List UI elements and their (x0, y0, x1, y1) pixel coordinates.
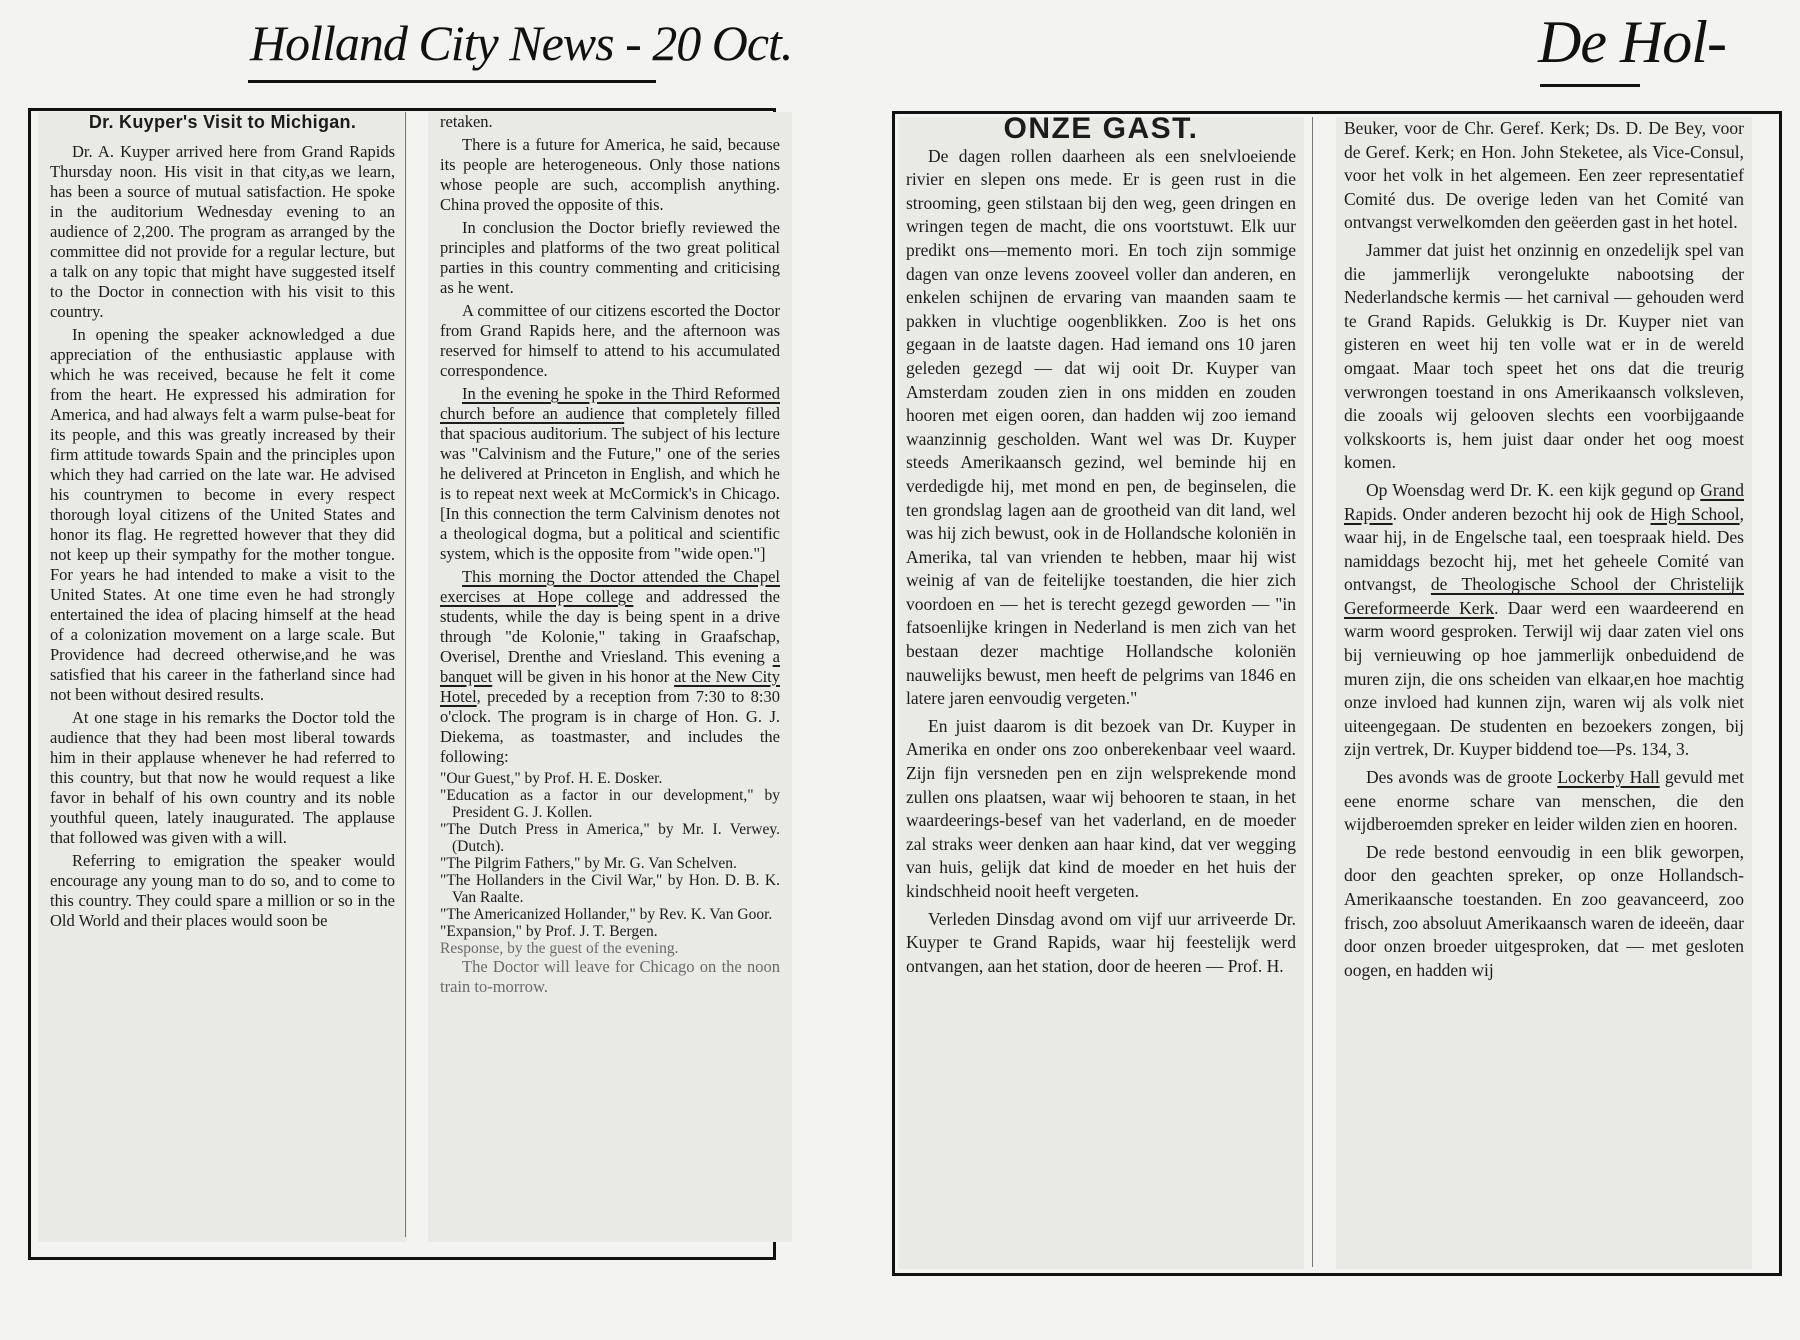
underlined-text: Grand Rapids (1344, 479, 1744, 524)
paragraph: This morning the Doctor attended the Chapel exercises at Hope college and addressed the students, while the day is being spent in a drive through "de Kolonie," taking in Graafschap, Overisel, Drenthe and Vriesland. This evening a banquet will be given in his honor at the New City Hotel, preceded by a reception from 7:30 to 8:30 o'clock. The program is in charge of Hon. G. J. Diekema, as toastmaster, and includes the following: (440, 567, 780, 766)
underlined-text: High School (1650, 503, 1740, 524)
underlined-text: de Theologische School der Christelijk Gereformeerde Kerk (1344, 574, 1744, 618)
program-item: Response, by the guest of the evening. (440, 940, 679, 957)
program-item: "Our Guest," by Prof. H. E. Dosker. (440, 770, 663, 787)
article-en-title: Dr. Kuyper's Visit to Michigan. (88, 112, 357, 132)
paragraph: Referring to emigration the speaker would encourage any young man to do so, and to come to this country. They could spare a million or so in the Old World and their places would soon be (50, 851, 395, 930)
article-en-column-1 (38, 112, 407, 1242)
paragraph: Des avonds was de groote Lockerby Hall gevuld met eene enorme schare van menschen, die den wijdberoemden spreker en leider wilden zien en hooren. (1344, 767, 1745, 835)
paragraph: De rede bestond eenvoudig in een blik geworpen, door den geachten spreker, op onze Hollandsch-Amerikaansche toestanden. En zoo geavanceerd, zoo frisch, zoo absoluut Amerikaansch waren de ideeën, daar door onzen broeder uitgesproken, dat — met gesloten oogen, en hadden wij (1344, 841, 1744, 980)
handwritten-underline-right (1540, 84, 1640, 87)
program-item: "The Pilgrim Fathers," by Mr. G. Van Schelven. (440, 855, 737, 872)
handwritten-underline-left (248, 80, 656, 83)
paragraph: At one stage in his remarks the Doctor told the audience that they had been most liberal towards him in their applause whenever he had referred to this country, but that now he would request a like favor in behalf of his own country and its noble youthful queen, lately inaugurated. The applause that followed was given with a will. (50, 708, 395, 847)
paragraph: There is a future for America, he said, because its people are heterogeneous. Only those nations whose people are such, accomplish anything. China proved the opposite of this. (440, 135, 780, 214)
paragraph: Verleden Dinsdag avond om vijf uur arriveerde Dr. Kuyper te Grand Rapids, waar hij feestelijk werd ontvangen, aan het station, door de heeren — Prof. H. (906, 908, 1296, 976)
article-nl-column-1 (898, 117, 1304, 1269)
underlined-text: at the New City Hotel (440, 667, 780, 706)
paragraph: Jammer dat juist het onzinnig en onzedelijk spel van die jammerlijk verongelukte nabootsing der Nederlandsche kermis — het carnival — gehouden werd te Grand Rapids. Gelukkig is Dr. Kuyper niet van gisteren en weet hij ten volle wat er in de wereld omgaat. Maar toch speet het ons dat die treurig verwrongen toestand in ons Amerikaansch volksleven, die zooals wij gelooven slechts een voorbijgaande volkskoorts is, hem juist daar onder het oog moest komen. (1344, 239, 1744, 473)
underlined-text: This morning the Doctor attended the Chapel exercises at Hope college (440, 567, 780, 606)
handwritten-caption-left: Holland City News - 20 Oct. (250, 15, 793, 71)
paragraph: Dr. A. Kuyper arrived here from Grand Rapids Thursday noon. His visit in that city,as we learn, has been a source of mutual satisfaction. He spoke in the auditorium Wednesday evening to an audience of 2,200. The program as arranged by the committee did not provide for a regular lecture, but a talk on any topic that might have suggested itself to the Doctor in connection with his visit to this country. (50, 142, 395, 321)
program-item: "The Dutch Press in America," by Mr. I. Verwey. (Dutch). (440, 821, 780, 855)
program-item: "Expansion," by Prof. J. T. Bergen. (440, 923, 658, 940)
program-item: "The Americanized Hollander," by Rev. K. Van Goor. (440, 906, 773, 923)
paragraph: A committee of our citizens escorted the Doctor from Grand Rapids here, and the afternoon was reserved for himself to attend to his accumulated correspondence. (440, 301, 780, 380)
paragraph: In the evening he spoke in the Third Reformed church before an audience that completely filled that spacious auditorium. The subject of his lecture was "Calvinism and the Future," one of the series he delivered at Princeton in English, and which he is to repeat next week at McCormick's in Chicago. [In this connection the term Calvinism denotes not a theological dogma, but a political and scientific system, which is the opposite from "wide open."] (440, 384, 781, 563)
paragraph: In conclusion the Doctor briefly reviewed the principles and platforms of the two great political parties in this country commenting and criticising as he went. (440, 218, 780, 297)
paragraph: Op Woensdag werd Dr. K. een kijk gegund op Grand Rapids. Onder anderen bezocht hij ook de High School, waar hij, in de Engelsche taal, een toespraak hield. Des namiddags bezocht hij, met het geheele Comité van ontvangst, de Theologische School der Christelijk Gereformeerde Kerk. Daar werd een waardeerend en warm woord gesproken. Terwijl wij daar zaten viel ons bij vernieuwing op hoe jammerlijk onbeduidend de muren zijn, die ons scheiden van elkaar,en hoe machtig onze invloed had kunnen zijn, waren wij als volk niet uiteengegaan. De studenten en bezoekers zongen, bij zijn vertrek, Dr. Kuyper biddend toe—Ps. 134, 3. (1344, 479, 1744, 760)
article-en-column-2 (428, 112, 792, 1242)
column-rule-en (405, 112, 406, 1237)
program-item: "The Hollanders in the Civil War," by Hon. D. B. K. Van Raalte. (440, 872, 780, 906)
underlined-text: In the evening he spoke in the Third Reformed church before an audience (440, 384, 780, 423)
paragraph: En juist daarom is dit bezoek van Dr. Kuyper in Amerika en onder ons zoo onberekenbaar veel waard. Zijn fijn versneden pen en zijn welsprekende mond zullen ons plaatsen, waar wij behooren te staan, in het waardeerings-besef van het vaderland, en de moeder zal straks weer denken aan haar kind, dat ver wegging van huis, gelijk dat kind de moeder en het huis der kindschheid nooit heeft vergeten. (906, 715, 1296, 901)
article-nl-column-2 (1336, 117, 1752, 1269)
paragraph: The Doctor will leave for Chicago on the noon train to-morrow. (440, 957, 780, 996)
underlined-text: Lockerby Hall (1557, 767, 1660, 788)
paragraph: Beuker, voor de Chr. Geref. Kerk; Ds. D. De Bey, voor de Geref. Kerk; en Hon. John Steketee, als Vice-Consul, voor het volk in het algemeen. Een zeer representatief Comité dus. De overige leden van het Comité van ontvangst verwelkomden den geëerden gast in het hotel. (1344, 118, 1744, 233)
paragraph: In opening the speaker acknowledged a due appreciation of the enthusiastic applause with which he was received, because he felt it come from the heart. He expressed his admiration for America, and had always felt a warm pulse-beat for its people, and this was greatly increased by their firm attitude towards Spain and the principles upon which they had carried on the late war. He advised his countrymen to become in every respect thorough loyal citizens of the United States and honor its flag. He regretted however that they did not keep up their sympathy for the mother tongue. For years he had intended to make a visit to the United States. At one time even he had strongly entertained the idea of placing himself at the head of a colonization movement on a large scale. But Providence had decreed otherwise,and he was satisfied that his career in the fatherland since had not been without desired results. (50, 325, 395, 704)
handwritten-caption-right: De Hol- (1538, 9, 1726, 75)
article-nl-title: ONZE GAST. (1003, 117, 1199, 145)
column-rule-nl (1312, 117, 1313, 1267)
paragraph: retaken. (440, 112, 493, 131)
underlined-text: a banquet (440, 647, 780, 686)
paragraph: De dagen rollen daarheen als een snelvloeiende rivier en slepen ons mede. Er is geen rust in die strooming, geen stilstaan bij den weg, geen dringen en wringen tegen de macht, die ons voortstuwt. Elk uur predikt ons—memento mori. En toch zijn sommige dagen van onze levens zooveel voller dan anderen, en enkelen schijnen de ervaring van maanden saam te pakken in vluchtige oogenblikken. Zoo is het ons gegaan in de laatste dagen. Had iemand ons 10 jaren geleden gezegd — dat wij ooit Dr. Kuyper van Amsterdam zouden zien in ons midden en zouden hooren met eigen ooren, dan hadden wij zoo iemand waanzinnig gescholden. Want wel was Dr. Kuyper steeds Amerikaansch gezind, wel beminde hij en verdedigde hij, met mond en pen, de beginselen, die ten grondslag lagen aan de grootheid van dit land, wel was hij zich bewust, ook in de Hollandsche koloniën in Amerika, tal van vrienden te hebben, maar hij wist weinig af van de feitelijke toestanden, die hier zich voordoen en — het is terecht gezegd geworden — "in fatsoenlijke kringen in Nederland is men zich van het bestaan dezer machtige Hollandsche koloniën nauwelijks bewust, men heeft de pelgrims van 1846 en latere jaren eenvoudig vergeten." (906, 145, 1296, 709)
program-item: "Education as a factor in our development," by President G. J. Kollen. (440, 787, 780, 821)
